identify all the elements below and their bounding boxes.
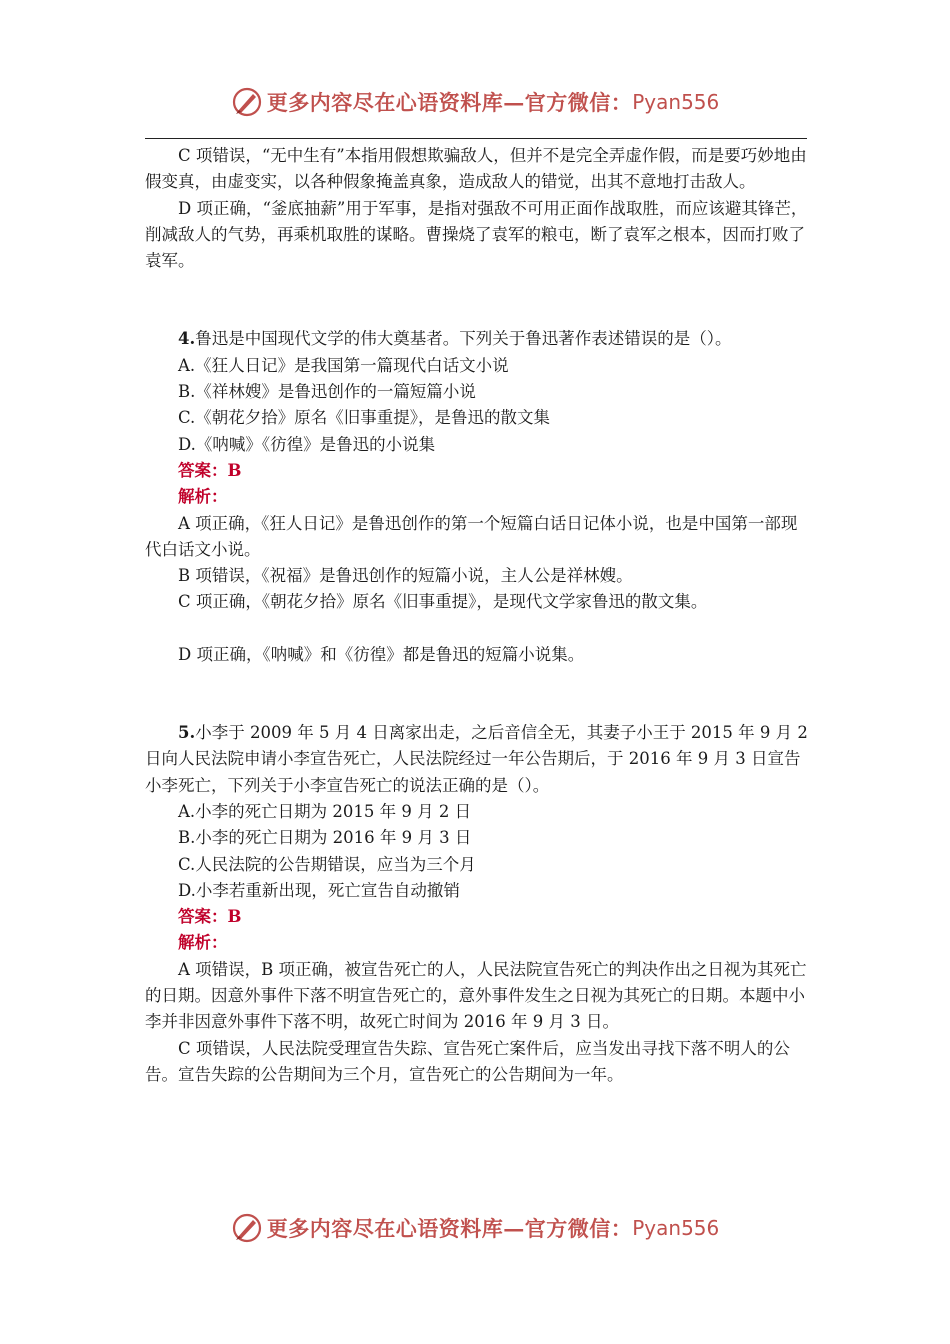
q4-number: 4.	[178, 329, 196, 349]
pen-logo-icon	[231, 1212, 263, 1244]
header-banner-text: 更多内容尽在心语资料库—官方微信：	[266, 90, 633, 115]
pen-logo-icon	[231, 86, 263, 118]
q4-option-b: B.《祥林嫂》是鲁迅创作的一篇短篇小说	[178, 382, 476, 402]
q5-answer: 答案：B	[178, 907, 242, 927]
q4-answer: 答案：B	[178, 460, 242, 480]
q5-stem	[145, 720, 809, 799]
header-divider	[145, 138, 807, 139]
q5-number: 5.	[178, 723, 196, 743]
q5-option-c: C.人民法院的公告期错误，应当为三个月	[178, 854, 476, 874]
q4-option-c: C.《朝花夕拾》原名《旧事重提》，是鲁迅的散文集	[178, 408, 551, 428]
q4-analysis-c: C 项正确，《朝花夕拾》原名《旧事重提》，是现代文学家鲁迅的散文集。	[178, 592, 708, 612]
q4-analysis-label: 解析：	[178, 487, 228, 507]
spacer	[145, 616, 809, 642]
q5-option-a: A.小李的死亡日期为 2015 年 9 月 2 日	[178, 801, 472, 821]
document-body	[145, 143, 809, 1088]
spacer	[145, 668, 809, 720]
q3-d-analysis: D 项正确，“釜底抽薪”用于军事，是指对强敌不可用正面作战取胜，而应该避其锋芒，削减敌人的气势，再乘机取胜的谋略。曹操烧了袁军的粮屯，断了袁军之根本，因而打败了袁军。	[145, 198, 808, 271]
q3-c-analysis: C 项错误，“无中生有”本指用假想欺骗敌人，但并不是完全弄虚作假，而是要巧妙地由假变真，由虚变实，以各种假象掩盖真象，造成敌人的错觉，出其不意地打击敌人。	[145, 146, 807, 192]
footer-wechat-id: Pyan556	[632, 1216, 720, 1240]
footer-banner	[0, 1206, 950, 1250]
spacer	[145, 274, 809, 326]
q5-analysis-c: C 项错误，人民法院受理宣告失踪、宣告死亡案件后，应当发出寻找下落不明人的公告。宣告失踪的公告期间为三个月，宣告死亡的公告期间为一年。	[145, 1038, 790, 1084]
q5-analysis-label: 解析：	[178, 933, 228, 953]
q5-option-d: D.小李若重新出现，死亡宣告自动撤销	[178, 880, 460, 900]
q4-analysis-b: B 项错误，《祝福》是鲁迅创作的短篇小说，主人公是祥林嫂。	[178, 566, 633, 586]
q4-stem-text: 鲁迅是中国现代文学的伟大奠基者。下列关于鲁迅著作表述错误的是（）。	[195, 329, 732, 349]
q4-option-a: A.《狂人日记》是我国第一篇现代白话文小说	[178, 355, 509, 375]
q4-analysis-a: A 项正确，《狂人日记》是鲁迅创作的第一个短篇白话日记体小说，也是中国第一部现代白话文小说。	[145, 513, 798, 559]
q4-stem	[145, 326, 809, 352]
header-banner	[0, 80, 950, 124]
q4-option-d: D.《呐喊》《彷徨》是鲁迅的小说集	[178, 434, 436, 454]
q5-analysis-ab: A 项错误，B 项正确，被宣告死亡的人，人民法院宣告死亡的判决作出之日视为其死亡的日期。因意外事件下落不明宣告死亡的，意外事件发生之日视为其死亡的日期。本题中小李并非因意外事件下落不明，故死亡时间为 2016 年 9 月 3 日。	[145, 959, 807, 1032]
q4-analysis-d: D 项正确，《呐喊》和《彷徨》都是鲁迅的短篇小说集。	[178, 644, 585, 664]
q5-option-b: B.小李的死亡日期为 2016 年 9 月 3 日	[178, 828, 472, 848]
q5-stem-text: 小李于 2009 年 5 月 4 日离家出走，之后音信全无，其妻子小王于 2015 年 9 月 2 日向人民法院申请小李宣告死亡，人民法院经过一年公告期后，于 2016 年 9 月 3 日宣告小李死亡，下列关于小李宣告死亡的说法正确的是（）。	[145, 723, 808, 795]
header-wechat-id: Pyan556	[632, 90, 720, 114]
footer-banner-text: 更多内容尽在心语资料库—官方微信：	[266, 1216, 633, 1241]
